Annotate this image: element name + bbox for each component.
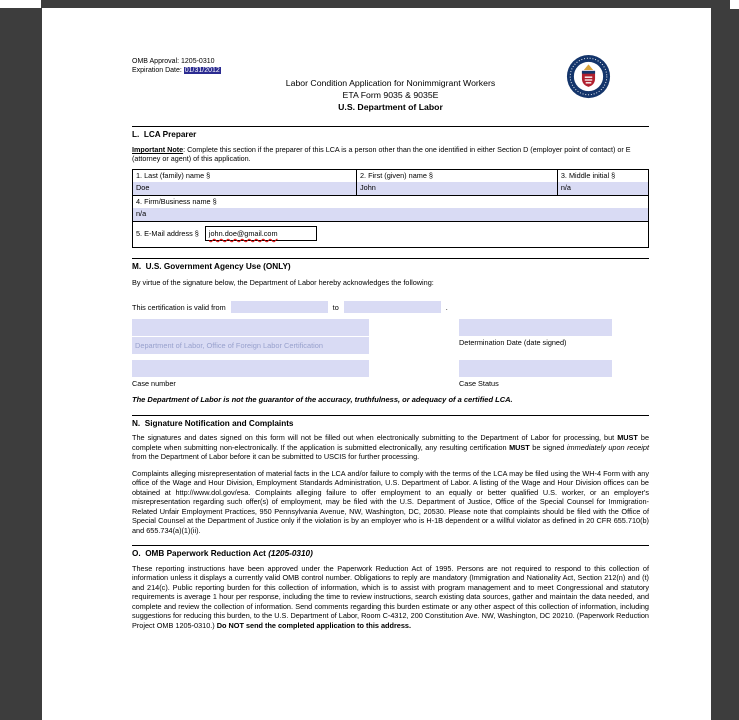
valid-to-field[interactable]: [344, 301, 441, 313]
first-name-label: 2. First (given) name §: [356, 170, 557, 182]
last-name-label: 1. Last (family) name §: [136, 170, 211, 180]
section-l-heading: L. LCA Preparer: [132, 130, 197, 140]
agency-fields-left: [132, 319, 369, 388]
viewer-corner-top-left: [0, 0, 41, 8]
omb-approval-text: OMB Approval: 1205-0310: [132, 58, 215, 65]
firm-name-field[interactable]: n/a: [133, 208, 648, 221]
certification-disclaimer: The Department of Labor is not the guarantor of the accuracy, truthfulness, or adequacy of a certified LCA.: [132, 394, 513, 404]
table-row: [133, 208, 648, 222]
spacer: [459, 347, 612, 360]
agency-fields-grid: [132, 319, 649, 388]
determination-date-label: Determination Date (date signed): [459, 337, 567, 347]
valid-from-field[interactable]: [231, 301, 328, 313]
office-field[interactable]: [132, 337, 369, 354]
last-name-field[interactable]: Doe: [133, 182, 356, 195]
case-status-label: Case Status: [459, 378, 499, 388]
agency-fields-right: [459, 319, 612, 388]
form-title-line2: ETA Form 9035 & 9035E: [342, 89, 439, 100]
signature-field[interactable]: [132, 319, 369, 336]
table-row: [133, 182, 648, 196]
section-l-note: Important Note: Complete this section if the preparer of this LCA is a person other than the one identified in either Section D (employer point of contact) or E (attorney or agent) of this application.: [132, 145, 631, 164]
section-o-divider: [132, 545, 649, 546]
signature-notification-paragraph: The signatures and dates signed on this form will not be filled out when electronically submitting to the Department of Labor for processing, but MUST be complete when submitting non-electronically. If the application is submitted electronically, any resulting certification MUST be signed immediately upon receipt from the Department of Labor before it can be submitted to USCIS for further processing.: [132, 433, 650, 462]
section-l-divider: [132, 126, 649, 127]
determination-date-field[interactable]: [459, 319, 612, 336]
complaints-paragraph: Complaints alleging misrepresentation of material facts in the LCA and/or failure to comply with the terms of the LCA may be filed using the WH-4 Form with any office of the Wage and Hour Division, Employment Standards Administration, U.S. Department of Labor. A listing of the Wage and Hour Division offices can be obtained at http://www.dol.gov/esa. Complaints alleging failure to offer employment to an equally or better qualified U.S. worker, or an employer's misrepresentation regarding such offer(s) of employment, may be filed with the U.S. Department of Justice, Office of the Special Counsel for Immigration-Related Unfair Employment Practices, 950 Pennsylvania Avenue, NW, Washington, DC, 20530. Please note that complaints should be filed with the Office of Special Counsel at the Department of Justice only if the violation is by an employer who is H-1B dependent or a willful violator as defined in 20 CFR 655.710(b) and 655.734(a)(1)(ii).: [132, 468, 649, 535]
middle-initial-field[interactable]: n/a: [557, 182, 648, 195]
first-name-field[interactable]: John: [356, 182, 557, 195]
form-title-line3: U.S. Department of Labor: [338, 101, 443, 112]
middle-initial-label: 3. Middle initial §: [557, 170, 648, 182]
firm-name-label: 4. Firm/Business name §: [136, 196, 217, 206]
form-title-line1: Labor Condition Application for Nonimmigrant Workers: [285, 78, 496, 89]
preparer-table: [132, 169, 649, 248]
section-m-intro: By virtue of the signature below, the Department of Labor hereby acknowledges the following:: [132, 278, 434, 288]
section-n-divider: [132, 415, 649, 416]
scrollbar-thumb[interactable]: [730, 0, 739, 9]
section-o-heading: O. OMB Paperwork Reduction Act (1205-0310): [132, 549, 313, 559]
section-n-heading: N. Signature Notification and Complaints: [132, 418, 294, 428]
email-value: john.doe@gmail.com: [208, 228, 278, 238]
case-number-label: Case number: [132, 378, 176, 388]
case-number-field[interactable]: [132, 360, 369, 377]
email-input[interactable]: [205, 226, 317, 241]
valid-period-text: .: [445, 303, 448, 313]
section-m-divider: [132, 258, 649, 259]
paperwork-reduction-paragraph: These reporting instructions have been approved under the Paperwork Reduction Act of 1995. Persons are not required to respond to this collection of information unless it displays a currently valid OMB control number. Obligations to reply are mandatory (Immigration and Nationality Act, Section 212(n) and (t) and 214(c). Public reporting burden for this collection of information, which is to assist with program management and to meet Congressional and statutory requirements is average 1 hour per response, including the time to review instructions, search existing data sources, gather and maintain the data needed, and complete and review the collection of information. Send comments regarding this burden estimate or any other aspect of this collection of information, including suggestions for reducing this burden, to the U.S. Department of Labor, Room C-4312, 200 Constitution Ave. NW, Washington, DC 20210. (Paperwork Reduction Project OMB 1205-0310.) Do NOT send the completed application to this address.: [132, 563, 649, 630]
expiration-date-label: Expiration Date:: [132, 67, 184, 75]
valid-to-text: to: [332, 303, 339, 313]
section-m-heading: M. U.S. Government Agency Use (ONLY): [132, 261, 291, 271]
office-caption: Department of Labor, Office of Foreign Labor Certification: [135, 340, 324, 350]
table-row: [133, 196, 648, 208]
table-row: [133, 222, 648, 247]
document-page: [42, 8, 711, 720]
valid-from-text: This certification is valid from: [132, 303, 226, 313]
case-status-field[interactable]: [459, 360, 612, 377]
expiration-date-highlight: 01/31/2012: [184, 67, 220, 75]
certification-valid-row: [132, 301, 649, 313]
email-label: 5. E-Mail address §: [136, 228, 199, 238]
dol-seal-icon: [566, 54, 611, 99]
table-row: [133, 170, 648, 182]
